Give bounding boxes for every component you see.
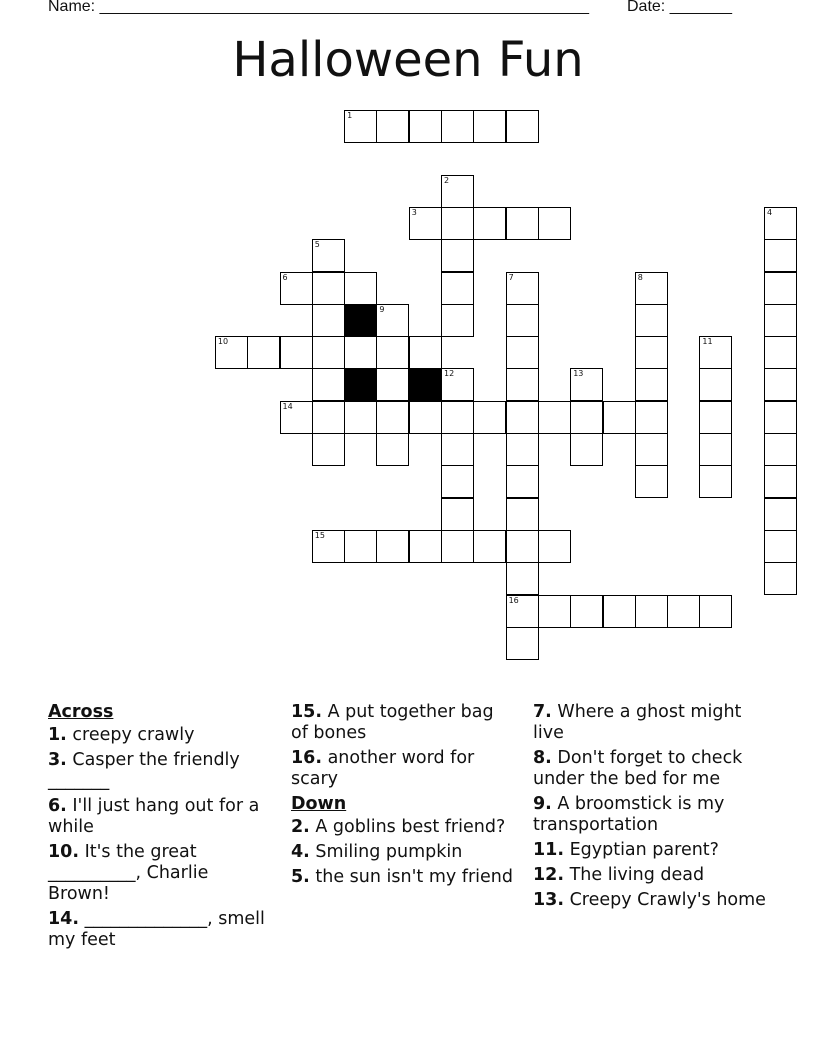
clue-num: 3. bbox=[48, 750, 67, 770]
crossword-cell[interactable] bbox=[473, 110, 506, 143]
clue-text: creepy crawly bbox=[66, 725, 195, 745]
crossword-cell[interactable] bbox=[409, 336, 442, 369]
crossword-cell[interactable] bbox=[635, 304, 668, 337]
crossword-cell[interactable] bbox=[635, 368, 668, 401]
crossword-cell[interactable] bbox=[506, 304, 539, 337]
crossword-cell[interactable] bbox=[441, 498, 474, 531]
clue-text: Casper the friendly _______ bbox=[48, 750, 240, 791]
clue-num: 6. bbox=[48, 796, 67, 816]
clue-num: 14. bbox=[48, 909, 80, 929]
clue-number: 11 bbox=[702, 337, 713, 347]
clue-number: 6 bbox=[282, 272, 288, 282]
crossword-cell[interactable] bbox=[215, 336, 248, 369]
clue-item bbox=[291, 867, 513, 888]
clue-num: 9. bbox=[533, 794, 552, 814]
crossword-cell[interactable] bbox=[312, 433, 345, 466]
crossword-cell[interactable] bbox=[506, 562, 539, 595]
clue-number: 14 bbox=[282, 401, 293, 411]
clue-text: It's the great __________, Charlie Brown! bbox=[48, 842, 209, 904]
crossword-cell[interactable] bbox=[441, 110, 474, 143]
clue-number: 16 bbox=[508, 595, 519, 605]
name-field-line: Name: _______________________________________________________ bbox=[48, 0, 589, 15]
crossword-cell[interactable] bbox=[570, 433, 603, 466]
crossword-cell[interactable] bbox=[441, 175, 474, 208]
crossword-cell[interactable] bbox=[764, 368, 797, 401]
crossword-cell[interactable] bbox=[312, 304, 345, 337]
crossword-cell[interactable] bbox=[538, 530, 571, 563]
clue-num: 16. bbox=[291, 748, 323, 768]
clue-num: 11. bbox=[533, 840, 565, 860]
clue-item bbox=[533, 890, 771, 911]
crossword-cell[interactable] bbox=[506, 207, 539, 240]
crossword-cell[interactable] bbox=[764, 433, 797, 466]
clue-num: 1. bbox=[48, 725, 67, 745]
crossword-cell[interactable] bbox=[409, 110, 442, 143]
crossword-cell[interactable] bbox=[473, 207, 506, 240]
crossword-cell[interactable] bbox=[376, 433, 409, 466]
crossword-cell[interactable] bbox=[344, 530, 377, 563]
crossword-cell[interactable] bbox=[441, 207, 474, 240]
crossword-cell[interactable] bbox=[376, 304, 409, 337]
clue-number: 1 bbox=[347, 111, 353, 120]
crossword-cell[interactable] bbox=[409, 207, 442, 240]
crossword-cell[interactable] bbox=[280, 336, 313, 369]
clue-text: ______________, smell my feet bbox=[48, 909, 265, 950]
clue-text: A goblins best friend? bbox=[309, 817, 506, 837]
clue-item bbox=[533, 748, 771, 790]
crossword-cell[interactable] bbox=[764, 239, 797, 272]
crossword-cell[interactable] bbox=[376, 530, 409, 563]
crossword-cell[interactable] bbox=[764, 498, 797, 531]
crossword-cell[interactable] bbox=[764, 401, 797, 434]
crossword-cell[interactable] bbox=[312, 401, 345, 434]
clue-num: 13. bbox=[533, 890, 565, 910]
crossword-cell[interactable] bbox=[312, 239, 345, 272]
clue-item bbox=[48, 909, 273, 951]
clue-num: 4. bbox=[291, 842, 310, 862]
crossword-cell[interactable] bbox=[409, 530, 442, 563]
down-clue-list-continued bbox=[533, 702, 771, 911]
crossword-cell[interactable] bbox=[344, 110, 377, 143]
crossword-cell[interactable] bbox=[699, 595, 732, 628]
clue-text: Egyptian parent? bbox=[564, 840, 719, 860]
clue-item bbox=[48, 725, 273, 746]
crossword-cell[interactable] bbox=[441, 465, 474, 498]
crossword-cell[interactable] bbox=[635, 465, 668, 498]
crossword-cell[interactable] bbox=[376, 368, 409, 401]
crossword-cell[interactable] bbox=[506, 595, 539, 628]
clue-item bbox=[291, 817, 513, 838]
date-field-line: Date: _______ bbox=[627, 0, 732, 15]
crossword-cell[interactable] bbox=[280, 272, 313, 305]
crossword-cell[interactable] bbox=[441, 304, 474, 337]
crossword-cell[interactable] bbox=[247, 336, 280, 369]
crossword-cell[interactable] bbox=[441, 272, 474, 305]
clues-column-2 bbox=[291, 702, 513, 892]
crossword-cell[interactable] bbox=[506, 498, 539, 531]
crossword-cell[interactable] bbox=[506, 110, 539, 143]
black-square bbox=[344, 304, 377, 337]
clues-column-1 bbox=[48, 702, 273, 955]
clue-item bbox=[48, 750, 273, 792]
crossword-cell[interactable] bbox=[764, 304, 797, 337]
across-clue-list-continued bbox=[291, 702, 513, 790]
crossword-cell[interactable] bbox=[635, 433, 668, 466]
clue-item bbox=[291, 748, 513, 790]
crossword-cell[interactable] bbox=[538, 401, 571, 434]
crossword-cell[interactable] bbox=[699, 401, 732, 434]
crossword-cell[interactable] bbox=[603, 595, 636, 628]
clue-text: The living dead bbox=[564, 865, 705, 885]
clue-text: Creepy Crawly's home bbox=[564, 890, 766, 910]
clue-text: the sun isn't my friend bbox=[309, 867, 513, 887]
clue-num: 12. bbox=[533, 865, 565, 885]
clues-column-3 bbox=[533, 702, 771, 915]
crossword-cell[interactable] bbox=[764, 562, 797, 595]
page-title: Halloween Fun bbox=[232, 32, 584, 88]
clue-item bbox=[291, 842, 513, 863]
crossword-cell[interactable] bbox=[312, 368, 345, 401]
crossword-cell[interactable] bbox=[603, 401, 636, 434]
crossword-cell[interactable] bbox=[506, 530, 539, 563]
crossword-cell[interactable] bbox=[441, 433, 474, 466]
clue-number: 2 bbox=[444, 175, 450, 185]
crossword-cell[interactable] bbox=[344, 401, 377, 434]
crossword-cell[interactable] bbox=[635, 272, 668, 305]
clue-number: 8 bbox=[637, 272, 643, 282]
crossword-cell[interactable] bbox=[506, 401, 539, 434]
crossword-cell[interactable] bbox=[441, 530, 474, 563]
clue-text: A broomstick is my transportation bbox=[533, 794, 725, 835]
crossword-cell[interactable] bbox=[506, 272, 539, 305]
black-square bbox=[344, 368, 377, 401]
clue-text: I'll just hang out for a while bbox=[48, 796, 260, 837]
crossword-cell[interactable] bbox=[570, 401, 603, 434]
black-square bbox=[409, 368, 442, 401]
crossword-cell[interactable] bbox=[312, 272, 345, 305]
clue-text: Don't forget to check under the bed for me bbox=[533, 748, 743, 789]
crossword-cell[interactable] bbox=[344, 336, 377, 369]
clue-number: 5 bbox=[314, 240, 320, 250]
clue-text: another word for scary bbox=[291, 748, 475, 789]
crossword-cell[interactable] bbox=[764, 336, 797, 369]
clue-item bbox=[533, 794, 771, 836]
crossword-cell[interactable] bbox=[376, 336, 409, 369]
crossword-cell[interactable] bbox=[312, 336, 345, 369]
crossword-cell[interactable] bbox=[764, 530, 797, 563]
crossword-cell[interactable] bbox=[376, 401, 409, 434]
crossword-cell[interactable] bbox=[344, 272, 377, 305]
crossword-cell[interactable] bbox=[538, 207, 571, 240]
crossword-cell[interactable] bbox=[280, 401, 313, 434]
clue-number: 12 bbox=[444, 369, 455, 379]
crossword-cell[interactable] bbox=[764, 272, 797, 305]
crossword-cell[interactable] bbox=[570, 595, 603, 628]
crossword-cell[interactable] bbox=[312, 530, 345, 563]
clue-item bbox=[48, 796, 273, 838]
clue-text: Where a ghost might live bbox=[533, 702, 742, 743]
crossword-cell[interactable] bbox=[473, 530, 506, 563]
crossword-cell[interactable] bbox=[764, 207, 797, 240]
clue-item bbox=[533, 865, 771, 886]
crossword-cell[interactable] bbox=[635, 401, 668, 434]
clue-text: A put together bag of bones bbox=[291, 702, 494, 743]
clue-num: 7. bbox=[533, 702, 552, 722]
clue-item bbox=[533, 840, 771, 861]
crossword-cell[interactable] bbox=[570, 368, 603, 401]
crossword-cell[interactable] bbox=[764, 465, 797, 498]
crossword-cell[interactable] bbox=[699, 336, 732, 369]
clue-number: 3 bbox=[411, 207, 417, 217]
crossword-cell[interactable] bbox=[506, 627, 539, 660]
clue-number: 4 bbox=[767, 207, 773, 217]
crossword-cell[interactable] bbox=[506, 465, 539, 498]
crossword-cell[interactable] bbox=[441, 368, 474, 401]
clue-number: 9 bbox=[379, 304, 385, 314]
clue-num: 10. bbox=[48, 842, 80, 862]
crossword-cell[interactable] bbox=[441, 239, 474, 272]
clue-num: 15. bbox=[291, 702, 323, 722]
crossword-cell[interactable] bbox=[506, 433, 539, 466]
across-clue-list bbox=[48, 725, 273, 951]
across-heading: Across bbox=[48, 702, 114, 722]
clue-item bbox=[291, 702, 513, 744]
clue-number: 10 bbox=[217, 337, 229, 347]
crossword-cell[interactable] bbox=[538, 595, 571, 628]
crossword-cell[interactable] bbox=[506, 336, 539, 369]
clue-number: 15 bbox=[314, 530, 325, 540]
clue-num: 2. bbox=[291, 817, 310, 837]
clue-number: 7 bbox=[508, 272, 514, 282]
clue-number: 13 bbox=[573, 369, 584, 379]
down-clue-list bbox=[291, 817, 513, 888]
crossword-cell[interactable] bbox=[699, 368, 732, 401]
clue-text: Smiling pumpkin bbox=[309, 842, 463, 862]
down-heading: Down bbox=[291, 794, 347, 814]
clue-item bbox=[48, 842, 273, 905]
clue-num: 8. bbox=[533, 748, 552, 768]
crossword-cell[interactable] bbox=[635, 336, 668, 369]
crossword-cell[interactable] bbox=[699, 433, 732, 466]
crossword-cell[interactable] bbox=[441, 401, 474, 434]
crossword-cell[interactable] bbox=[506, 368, 539, 401]
clue-item bbox=[533, 702, 771, 744]
crossword-cell[interactable] bbox=[409, 401, 442, 434]
crossword-cell[interactable] bbox=[635, 595, 668, 628]
clue-num: 5. bbox=[291, 867, 310, 887]
crossword-cell[interactable] bbox=[473, 401, 506, 434]
crossword-cell[interactable] bbox=[667, 595, 700, 628]
crossword-cell[interactable] bbox=[699, 465, 732, 498]
crossword-cell[interactable] bbox=[376, 110, 409, 143]
